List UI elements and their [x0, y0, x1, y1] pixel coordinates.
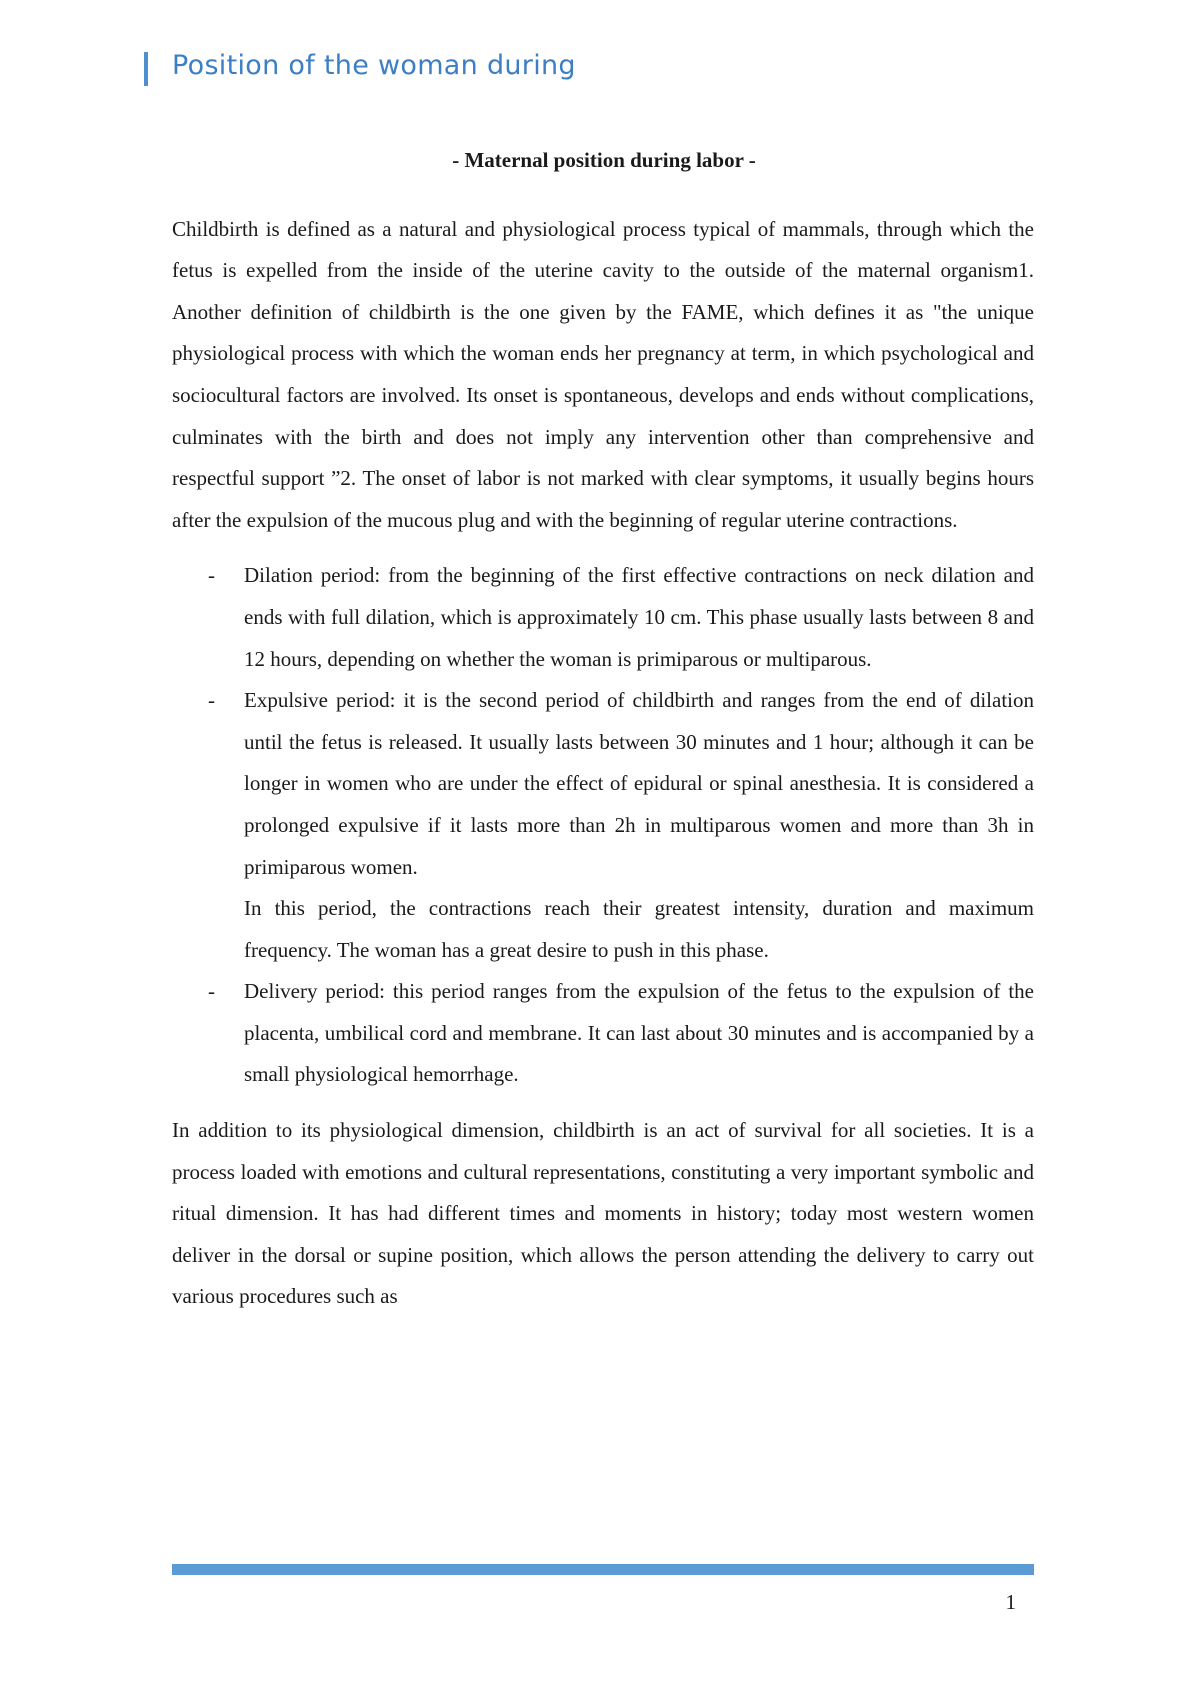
running-header-title: Position of the woman during	[172, 50, 576, 81]
intro-paragraph: Childbirth is defined as a natural and physiological process typical of mammals, through which the fetus is expelled from the inside of the uterine cavity to the outside of the maternal organism1. Another definition of childbirth is the one given by the FAME, which defines it as "the unique physiological process with which the woman ends her pregnancy at term, in which psychological and sociocultural factors are involved. Its onset is spontaneous, develops and ends without complications, culminates with the birth and does not imply any intervention other than comprehensive and respectful support ”2. The onset of labor is not marked with clear symptoms, it usually begins hours after the expulsion of the mucous plug and with the beginning of regular uterine contractions.	[172, 216, 1034, 532]
list-item-text: Dilation period: from the beginning of the first effective contractions on neck dilation and ends with full dilation, which is approximately 10 cm. This phase usually lasts between 8 and 12 hours, depending on whether the woman is primiparous or multiparous.	[244, 563, 1034, 671]
list-item-text: Expulsive period: it is the second period of childbirth and ranges from the end of dilation until the fetus is released. It usually lasts between 30 minutes and 1 hour; although it can be longer in women who are under the effect of epidural or spinal anesthesia. It is considered a prolonged expulsive if it lasts more than 2h in multiparous women and more than 3h in primiparous women.	[244, 688, 1034, 879]
list-item-expulsive	[172, 680, 1034, 971]
page-body	[172, 140, 1034, 1318]
list-item-dilation	[172, 555, 1034, 680]
list-item-subparagraph: In this period, the contractions reach their greatest intensity, duration and maximum frequency. The woman has a great desire to push in this phase.	[244, 896, 1034, 962]
page-number: 1	[1005, 1590, 1016, 1614]
list-item-text: Delivery period: this period ranges from the expulsion of the fetus to the expulsion of the placenta, umbilical cord and membrane. It can last about 30 minutes and is accompanied by a small physiological hemorrhage.	[244, 979, 1034, 1087]
bullet-dash: -	[208, 688, 215, 713]
closing-paragraph: In addition to its physiological dimension, childbirth is an act of survival for all societies. It is a process loaded with emotions and cultural representations, constituting a very important symbolic and ritual dimension. It has had different times and moments in history; today most western women deliver in the dorsal or supine position, which allows the person attending the delivery to carry out various procedures such as	[172, 1118, 1034, 1309]
bullet-dash: -	[208, 563, 215, 588]
document-title: - Maternal position during labor -	[452, 148, 756, 172]
bullet-dash: -	[208, 979, 215, 1004]
labor-periods-list	[172, 555, 1034, 1096]
footer-accent-bar	[172, 1564, 1034, 1575]
header-accent-bar	[144, 52, 148, 86]
list-item-delivery	[172, 971, 1034, 1096]
